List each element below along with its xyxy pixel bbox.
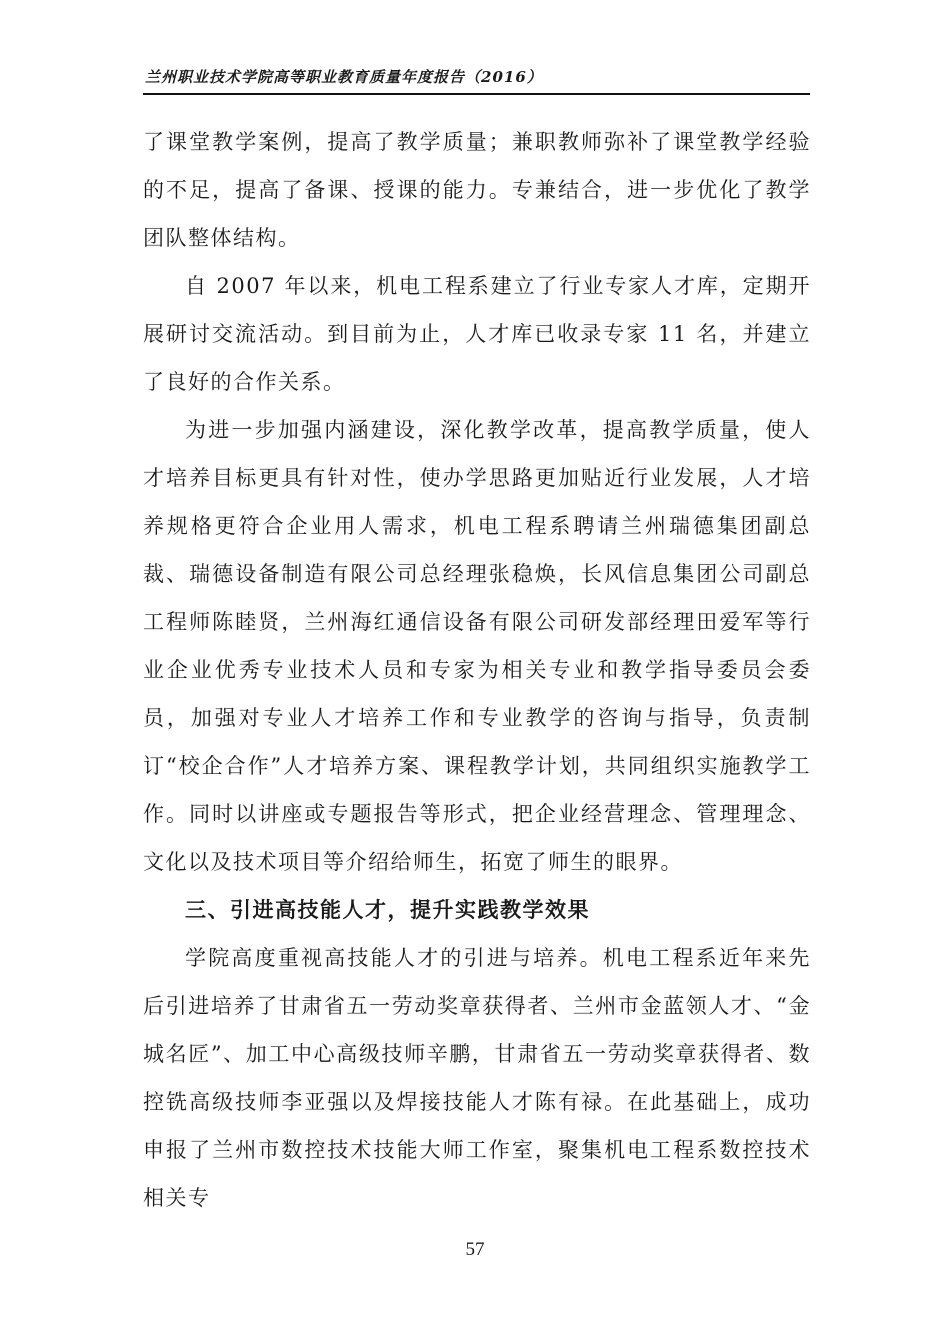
running-header: 兰州职业技术学院高等职业教育质量年度报告（2016）: [145, 68, 543, 86]
section-heading: 三、引进高技能人才，提升实践教学效果: [185, 898, 590, 922]
paragraph-expert-pool: 自 2007 年以来，机电工程系建立了行业专家人才库，定期开展研讨交流活动。到目前为止，人才库已收录专家 11 名，并建立了良好的合作关系。: [143, 274, 811, 394]
header-rule: [143, 93, 810, 95]
body-text: [143, 118, 811, 1222]
paragraph-continuation: 了课堂教学案例，提高了教学质量；兼职教师弥补了课堂教学经验的不足，提高了备课、授课的能力。专兼结合，进一步优化了教学团队整体结构。: [143, 130, 811, 250]
paragraph-committee: 为进一步加强内涵建设，深化教学改革，提高教学质量，使人才培养目标更具有针对性，使办学思路更加贴近行业发展，人才培养规格更符合企业用人需求，机电工程系聘请兰州瑞德集团副总裁、瑞德设备制造有限公司总经理张稳焕，长风信息集团公司副总工程师陈睦贤，兰州海红通信设备有限公司研发部经理田爱军等行业企业优秀专业技术人员和专家为相关专业和教学指导委员会委员，加强对专业人才培养工作和专业教学的咨询与指导，负责制订“校企合作”人才培养方案、课程教学计划，共同组织实施教学工作。同时以讲座或专题报告等形式，把企业经营理念、管理理念、文化以及技术项目等介绍给师生，拓宽了师生的眼界。: [143, 418, 811, 874]
paragraph-talent: 学院高度重视高技能人才的引进与培养。机电工程系近年来先后引进培养了甘肃省五一劳动奖章获得者、兰州市金蓝领人才、“金城名匠”、加工中心高级技师辛鹏，甘肃省五一劳动奖章获得者、数控铣高级技师李亚强以及焊接技能人才陈有禄。在此基础上，成功申报了兰州市数控技术技能大师工作室，聚集机电工程系数控技术相关专: [143, 946, 811, 1210]
page-number: 57: [465, 1239, 485, 1260]
